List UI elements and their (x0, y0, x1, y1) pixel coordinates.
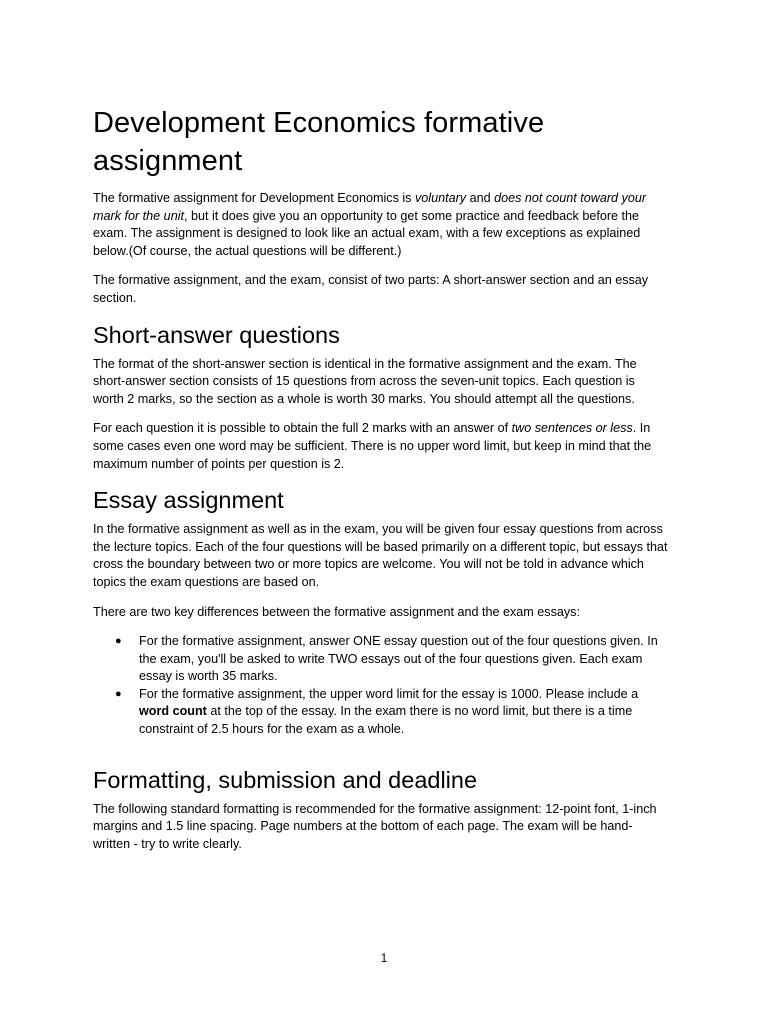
intro-not-count: does not count toward your mark for the unit (93, 191, 647, 223)
short-answer-paragraph-2 (93, 420, 668, 473)
essay-paragraph-1: In the formative assignment as well as in the exam, you will be given four essay questions from across the lecture topics. Each of the four questions will be based primarily on a different topic, but essays that cross the boundary between two or more topics are welcome. You will not be told in advance which topics the exam questions are based on. (93, 522, 668, 589)
intro-paragraph-2: The formative assignment, and the exam, consist of two parts: A short-answer section and an essay section. (93, 273, 649, 305)
bullet-icon: ● (115, 687, 122, 700)
short-answer-heading: Short-answer questions (93, 321, 340, 348)
page-number: 1 (380, 951, 388, 965)
essay-differences-list-wrap (93, 633, 668, 739)
bullet-2-text-b: at the top of the essay. In the exam there is no word limit, but there is a time constraint of 2.5 hours for the exam as a whole. (139, 704, 633, 737)
essay-differences-list (93, 633, 668, 739)
intro-voluntary: voluntary (414, 191, 467, 205)
bullet-1-text: For the formative assignment, answer ONE essay question out of the four questions given. In the exam, you'll be asked to write TWO essays out of the four questions given. Each exam essay is worth 35 marks. (139, 634, 658, 684)
short-answer-paragraph-1: The format of the short-answer section is identical in the formative assignment and the exam. The short-answer section consists of 15 questions from across the seven-unit topics. Each question is worth 2 marks, so the section as a whole is worth 30 marks. You should attempt all the questions. (93, 356, 637, 406)
document-body (93, 104, 668, 865)
essay-paragraph-2: There are two key differences between the formative assignment and the exam essays: (93, 604, 580, 619)
list-item (93, 686, 668, 739)
essay-heading: Essay assignment (93, 487, 284, 514)
list-item (93, 633, 668, 686)
intro-text-a: The formative assignment for Development Economics is (93, 191, 415, 205)
intro-text-c: , but it does give you an opportunity to get some practice and feedback before the exam. The assignment is designed to look like an actual exam, with a few exceptions as explained below.(Of course, the actual questions will be different.) (93, 208, 641, 258)
intro-paragraph-1 (93, 190, 668, 260)
bullet-icon: ● (115, 635, 122, 648)
bullet-2-bold: word count (139, 704, 207, 719)
document-title: Development Economics formative assignment (93, 107, 545, 177)
formatting-paragraph-1: The following standard formatting is recommended for the formative assignment: 12-point font, 1-inch margins and 1.5 line spacing. Page numbers at the bottom of each page. The exam will be hand-written - try to write clearly. (93, 801, 657, 851)
intro-text-b: and (466, 191, 495, 205)
short-answer-emphasis: two sentences or less (511, 421, 633, 436)
short-answer-text-b: . In some cases even one word may be sufficient. There is no upper word limit, but keep in mind that the maximum number of points per question is 2. (93, 421, 652, 471)
formatting-heading: Formatting, submission and deadline (93, 766, 478, 793)
bullet-2-text-a: For the formative assignment, the upper word limit for the essay is 1000. Please include a (139, 686, 639, 701)
short-answer-text-a: For each question it is possible to obtain the full 2 marks with an answer of (93, 421, 512, 436)
